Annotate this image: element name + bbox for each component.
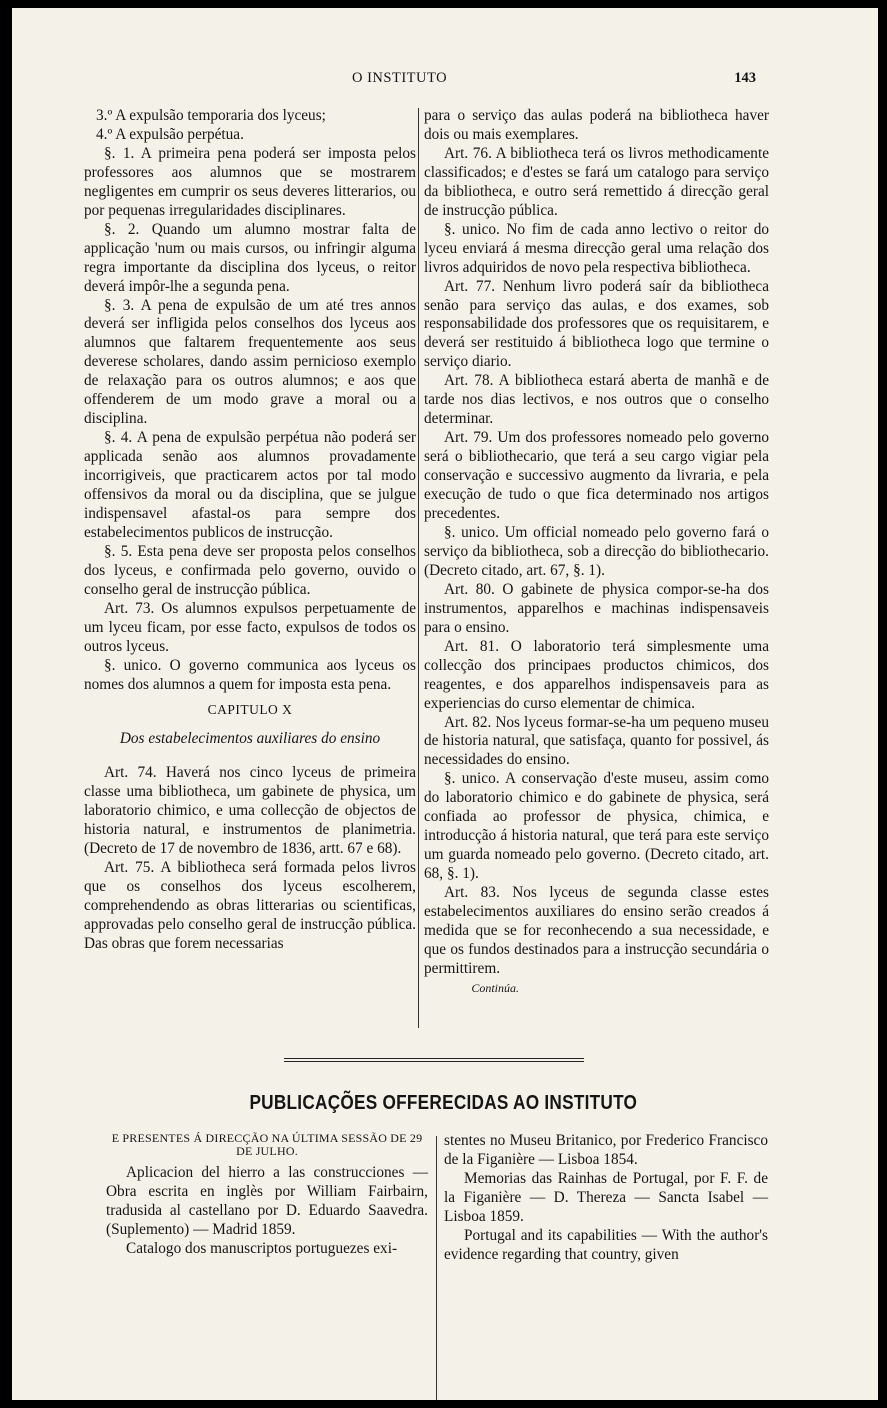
column-divider — [436, 1136, 437, 1400]
journal-title: O INSTITUTO — [352, 70, 448, 86]
paragraph: Art. 77. Nenhum livro poderá saír da bibliotheca senão para serviço das aulas, e dos exames, sob responsabilidade dos professores que os requisitarem, e deverá ser restituido á bibliotheca logo que termine o serviço diario. — [424, 277, 769, 371]
chapter-subtitle: Dos estabelecimentos auxiliares do ensino — [119, 729, 381, 747]
paragraph: Art. 80. O gabinete de physica compor-se-ha dos instrumentos, apparelhos e machinas indispensaveis para o ensino. — [424, 580, 769, 636]
paragraph: §. unico. O governo communica aos lyceus os nomes dos alumnos a quem for imposta esta pena. — [84, 656, 416, 693]
paragraph: Art. 74. Haverá nos cinco lyceus de primeira classe uma bibliotheca, um gabinete de physica, um laboratorio chimico, e uma collecção de objectos de historia natural, e instrumentos de planimetria. (Decreto de 17 de novembro de 1836, artt. 67 e 68). — [84, 764, 416, 858]
paragraph: Art. 73. Os alumnos expulsos perpetuamente de um lyceu ficam, por esse facto, expulsos de todos os outros lyceus. — [84, 599, 416, 655]
paragraph: Art. 83. Nos lyceus de segunda classe estes estabelecimentos auxiliares do ensino serão creados á medida que se for reconhecendo a sua necessidade, e que os fundos destinados para a instrucção secundária o permittirem. — [424, 884, 769, 977]
paragraph: §. 2. Quando um alumno mostrar falta de applicação 'num ou mais cursos, ou infringir alguma regra importante da disciplina dos lyceus, o reitor deverá impôr-lhe a segunda pena. — [84, 220, 416, 295]
publication-entry: Memorias das Rainhas de Portugal, por F. F. de la Figanière — D. Thereza — Sancta Isabel — Lisboa 1859. — [444, 1169, 768, 1225]
paragraph: 4.º A expulsão perpétua. — [96, 125, 244, 143]
publications-left-column — [106, 1132, 428, 1259]
journal-page — [12, 8, 878, 1400]
paragraph: Art. 79. Um dos professores nomeado pelo governo será o bibliothecario, que terá a seu cargo vigiar pela conservação e successivo augmento da livraria, e pela execução de tudo o que fica determinado nos artigos precedentes. — [424, 429, 769, 523]
paragraph: Art. 75. A bibliotheca será formada pelos livros que os conselhos dos lyceus escolherem, comprehendendo as obras litterarias ou scientificas, approvadas pelo conselho geral de instrucção pública. Das obras que forem necessarias — [84, 859, 416, 953]
paragraph: Art. 76. A bibliotheca terá os livros methodicamente classificados; e d'estes se fará um catalogo para serviço da bibliotheca, e outro será remettido á direcção geral de instrucção pública. — [424, 144, 769, 219]
publications-subheading: E PRESENTES Á DIRECÇÃO NA ÚLTIMA SESSÃO DE 29 DE JULHO. — [111, 1131, 423, 1158]
publications-right-column — [444, 1132, 768, 1265]
publication-entry: stentes no Museu Britanico, por Frederico Francisco de la Figanière — Lisboa 1854. — [444, 1132, 768, 1168]
page-number: 143 — [734, 70, 756, 86]
publication-entry: Aplicacion del hierro a las construcciones — Obra escrita en inglès por William Fairbairn, tradusida al castellano por D. Eduardo Saavedra. (Suplemento) — Madrid 1859. — [106, 1164, 428, 1238]
right-column — [424, 107, 769, 998]
running-header — [12, 70, 878, 92]
paragraph: §. 4. A pena de expulsão perpétua não poderá ser applicada senão aos alumnos provadamente incorrigiveis, que practicarem actos por tal modo offensivos da moral ou da disciplina, que se julgue indispensavel afastal-os para sempre dos estabelecimentos publicos de instrucção. — [84, 429, 416, 541]
publication-entry: Catalogo dos manuscriptos portuguezes exi- — [126, 1239, 398, 1257]
continua-note: Continúa. — [471, 980, 519, 995]
paragraph: para o serviço das aulas poderá na bibliotheca haver dois ou mais exemplares. — [424, 107, 769, 143]
paragraph: §. 3. A pena de expulsão de um até tres annos deverá ser infligida pelos conselhos dos lyceus aos alumnos que faltarem frequentemente aos seus deverese scholares, dando assim pernicioso exemplo de relaxação para os outros alumnos; e aos que offenderem de um modo grave a moral ou a disciplina. — [84, 296, 416, 428]
column-divider — [418, 108, 419, 1028]
section-separator — [284, 1058, 584, 1062]
left-column — [84, 107, 416, 954]
chapter-heading: CAPITULO X — [207, 701, 293, 717]
paragraph: 3.º A expulsão temporaria dos lyceus; — [96, 107, 326, 124]
paragraph: Art. 81. O laboratorio terá simplesmente uma collecção dos principaes productos chimicos, dos reagentes, e dos apparelhos indispensaveis para as experiencias do curso elementar de chimica. — [424, 637, 769, 712]
paragraph: Art. 78. A bibliotheca estará aberta de manhã e de tarde nos dias lectivos, e nos outros que o conselho determinar. — [424, 372, 769, 428]
paragraph: §. 1. A primeira pena poderá ser imposta pelos professores aos alumnos que se mostrarem negligentes em cumprir os seus deveres litterarios, ou por pequenas irregularidades disciplinares. — [84, 144, 416, 219]
paragraph: §. 5. Esta pena deve ser proposta pelos conselhos dos lyceus, e confirmada pelo governo, ouvido o conselho geral de instrucção pública. — [84, 542, 416, 598]
paragraph: §. unico. A conservação d'este museu, assim como do laboratorio chimico e do gabinete de physica, será confiada ao professor de physica, chimica, e introducção á historia natural, que terá para este serviço um guarda nomeado pelo governo. (Decreto citado, art. 68, §. 1). — [424, 770, 769, 883]
paragraph: §. unico. No fim de cada anno lectivo o reitor do lyceu enviará á mesma direcção geral uma relação dos livros adquiridos de novo pela respectiva bibliotheca. — [424, 220, 769, 276]
paragraph: §. unico. Um official nomeado pelo governo fará o serviço da bibliotheca, sob a direcção do bibliothecario. (Decreto citado, art. 67, §. 1). — [424, 523, 769, 579]
publications-title: PUBLICAÇÕES OFFERECIDAS AO INSTITUTO — [249, 1092, 638, 1114]
publication-entry: Portugal and its capabilities — With the author's evidence regarding that country, given — [444, 1226, 768, 1263]
paragraph: Art. 82. Nos lyceus formar-se-ha um pequeno museu de historia natural, que satisfaça, quanto for possivel, ás necessidades do ensino. — [424, 713, 769, 769]
